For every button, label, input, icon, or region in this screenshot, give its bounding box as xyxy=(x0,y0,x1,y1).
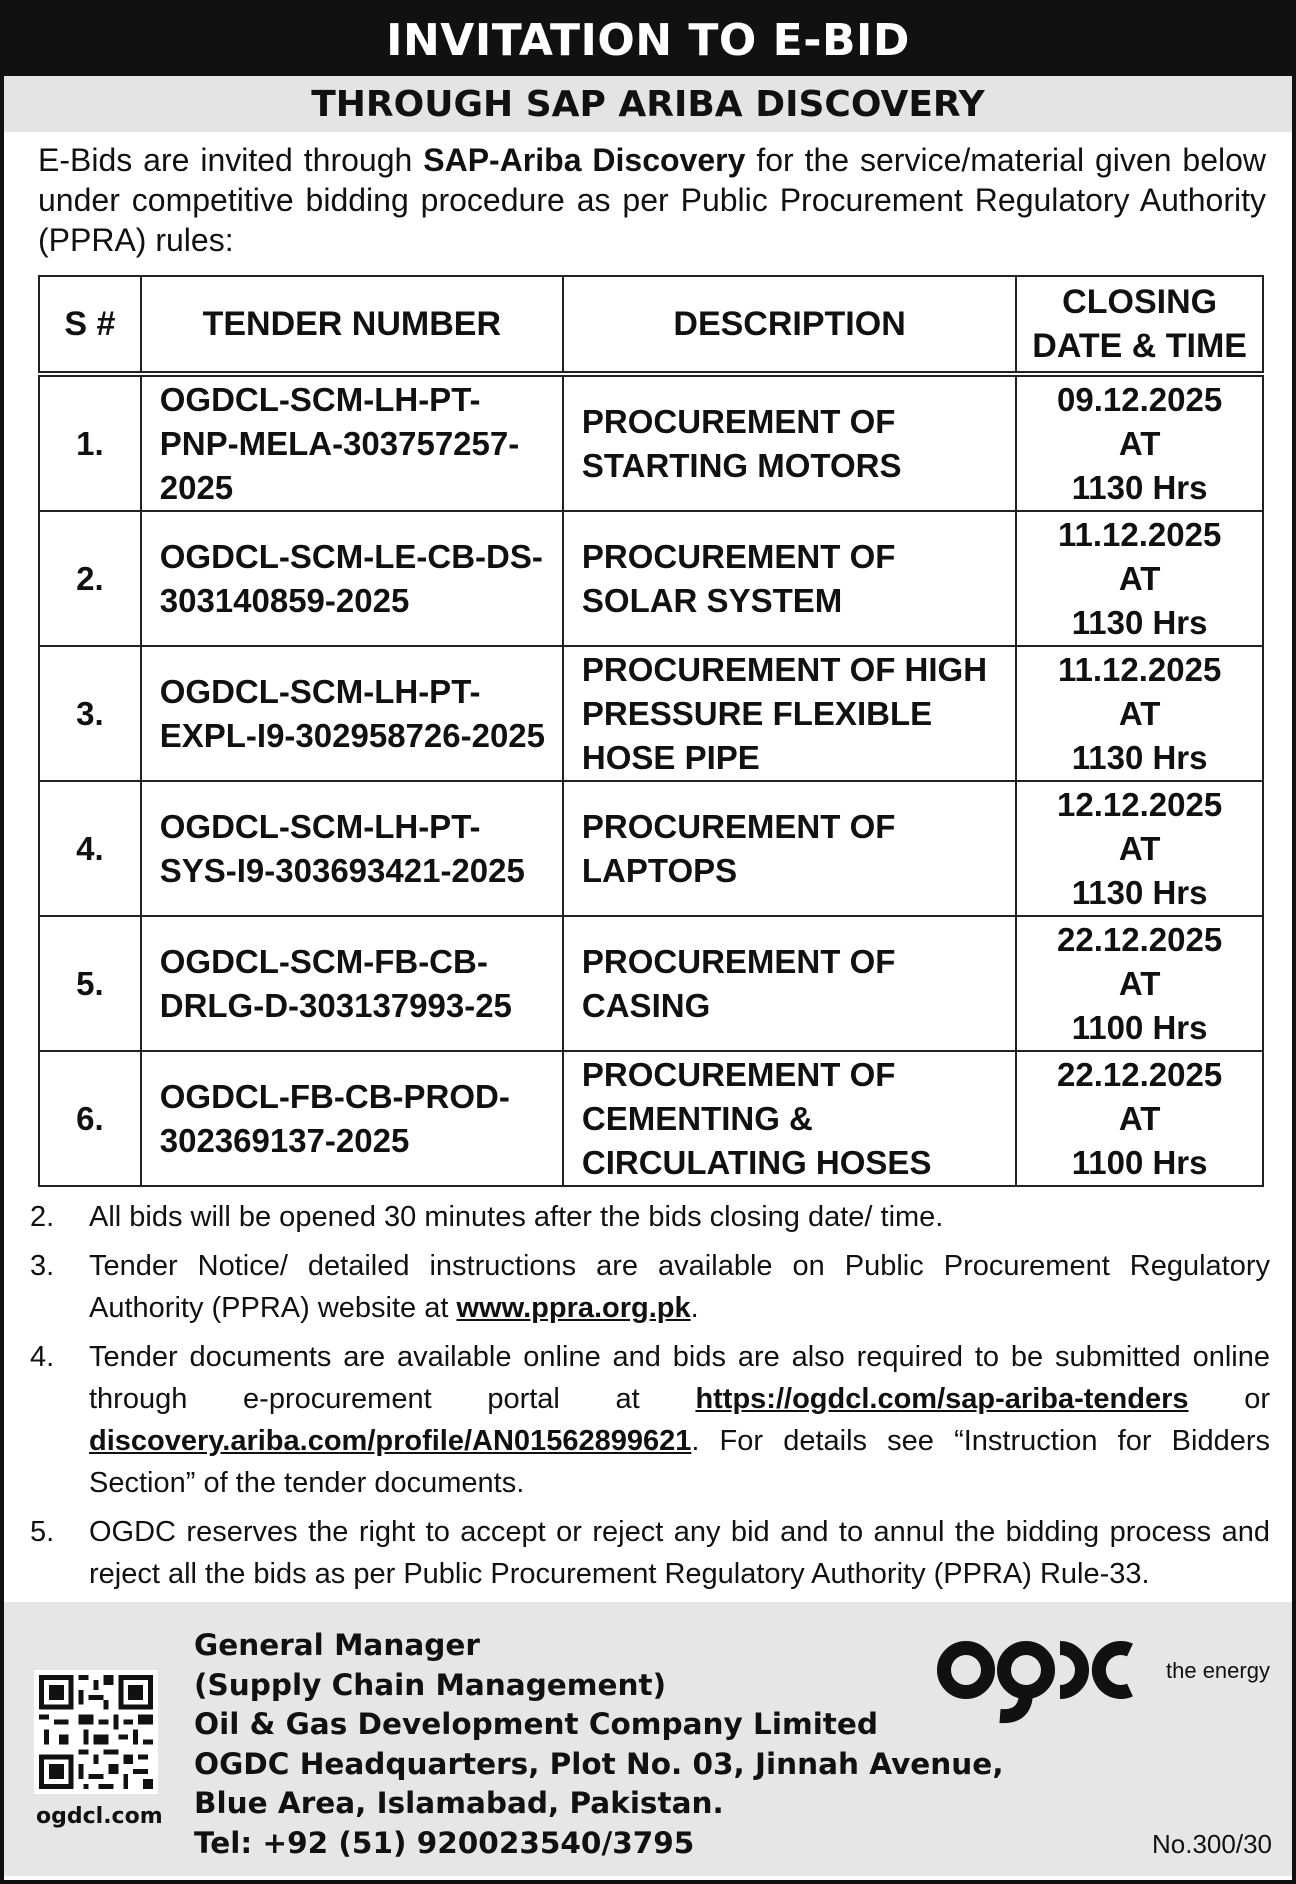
row-sno: 2. xyxy=(39,511,141,646)
table-row xyxy=(39,374,1263,511)
row-closing xyxy=(1016,374,1263,511)
closing-time: 1130 Hrs xyxy=(1071,603,1208,641)
closing-at: AT xyxy=(1118,829,1161,867)
note-number: 5. xyxy=(30,1516,55,1548)
row-sno: 4. xyxy=(39,781,141,916)
header-description: DESCRIPTION xyxy=(563,276,1016,374)
logo-tagline: the energy xyxy=(1166,1658,1270,1683)
row-tender-number: OGDCL-SCM-LE-CB-DS-303140859-2025 xyxy=(141,511,563,646)
row-description: PROCUREMENT OF SOLAR SYSTEM xyxy=(563,511,1016,646)
row-closing xyxy=(1016,916,1263,1051)
closing-date: 11.12.2025 xyxy=(1057,650,1222,688)
note-item xyxy=(30,1511,1270,1595)
closing-date: 12.12.2025 xyxy=(1057,785,1223,823)
ppra-website-link[interactable]: www.ppra.org.pk xyxy=(456,1292,691,1324)
ad-reference-number: No.300/30 xyxy=(1152,1829,1272,1859)
closing-at: AT xyxy=(1118,1099,1161,1137)
closing-time: 1100 Hrs xyxy=(1071,1008,1208,1046)
table-row xyxy=(39,1051,1263,1186)
closing-time: 1130 Hrs xyxy=(1071,738,1208,776)
note-text: All bids will be opened 30 minutes after the bids closing date/ time. xyxy=(89,1201,944,1233)
closing-at: AT xyxy=(1118,694,1161,732)
contact-line: Blue Area, Islamabad, Pakistan. xyxy=(194,1786,724,1820)
note-item xyxy=(30,1245,1270,1329)
intro-emphasis: SAP-Ariba Discovery xyxy=(423,142,746,178)
qr-caption: ogdcl.com xyxy=(36,1804,163,1829)
page-title: INVITATION TO E-BID xyxy=(4,4,1292,76)
row-closing xyxy=(1016,511,1263,646)
table-row xyxy=(39,781,1263,916)
row-sno: 6. xyxy=(39,1051,141,1186)
closing-date: 11.12.2025 xyxy=(1057,515,1222,553)
note-text-after: . xyxy=(690,1292,699,1324)
contact-line: General Manager xyxy=(194,1628,480,1662)
ogdc-logo xyxy=(934,1630,1274,1726)
row-closing xyxy=(1016,1051,1263,1186)
page-subtitle: THROUGH SAP ARIBA DISCOVERY xyxy=(4,76,1292,132)
header-tender-number: TENDER NUMBER xyxy=(141,276,563,374)
note-text-before: Tender documents are available online and bids are also required to be submitted online through e-procurement portal at xyxy=(89,1341,1270,1415)
tender-table xyxy=(38,275,1264,1187)
row-tender-number: OGDCL-SCM-FB-CB-DRLG-D-303137993-25 xyxy=(141,916,563,1051)
note-text-after: . For details see “Instruction for Bidders Section” of the tender documents. xyxy=(89,1425,1270,1499)
row-tender-number: OGDCL-SCM-LH-PT-SYS-I9-303693421-2025 xyxy=(141,781,563,916)
row-description: PROCUREMENT OF LAPTOPS xyxy=(563,781,1016,916)
row-sno: 3. xyxy=(39,646,141,781)
closing-at: AT xyxy=(1118,424,1161,462)
closing-time: 1130 Hrs xyxy=(1071,873,1208,911)
qr-code-icon[interactable] xyxy=(34,1670,158,1794)
note-item xyxy=(30,1336,1270,1504)
intro-text-before: E-Bids are invited through xyxy=(38,142,424,178)
closing-date: 22.12.2025 xyxy=(1057,1055,1223,1093)
row-description: PROCUREMENT OF STARTING MOTORS xyxy=(563,374,1016,511)
note-text-before: Tender Notice/ detailed instructions are available on Public Procurement Regulatory Authority (PPRA) website at xyxy=(89,1250,1270,1324)
row-description: PROCUREMENT OF HIGH PRESSURE FLEXIBLE HOSE PIPE xyxy=(563,646,1016,781)
header-closing-line2: DATE & TIME xyxy=(1032,327,1247,365)
closing-at: AT xyxy=(1118,964,1161,1002)
ogdcl-tenders-link[interactable]: https://ogdcl.com/sap-ariba-tenders xyxy=(695,1383,1189,1415)
table-row xyxy=(39,916,1263,1051)
note-number: 4. xyxy=(30,1341,55,1373)
row-closing xyxy=(1016,781,1263,916)
closing-time: 1130 Hrs xyxy=(1071,468,1208,506)
row-tender-number: OGDCL-SCM-LH-PT-EXPL-I9-302958726-2025 xyxy=(141,646,563,781)
contact-phone: Tel: +92 (51) 920023540/3795 xyxy=(194,1825,695,1860)
note-text-middle: or xyxy=(1188,1383,1270,1415)
footer xyxy=(4,1602,1292,1876)
row-description: PROCUREMENT OF CASING xyxy=(563,916,1016,1051)
row-closing xyxy=(1016,646,1263,781)
note-text: OGDC reserves the right to accept or reject any bid and to annul the bidding process and reject all the bids as per Public Procurement Regulatory Authority (PPRA) Rule-33. xyxy=(89,1516,1270,1590)
note-number: 2. xyxy=(30,1201,55,1233)
header-closing-line1: CLOSING xyxy=(1062,283,1218,321)
ariba-profile-link[interactable]: discovery.ariba.com/profile/AN01562899621 xyxy=(89,1425,692,1457)
contact-line: (Supply Chain Management) xyxy=(194,1667,667,1702)
note-text xyxy=(89,1336,1270,1504)
header-closing xyxy=(1016,276,1263,374)
row-sno: 5. xyxy=(39,916,141,1051)
row-sno: 1. xyxy=(39,374,141,511)
note-text xyxy=(89,1245,1270,1329)
row-description: PROCUREMENT OF CEMENTING & CIRCULATING HOSES xyxy=(563,1051,1016,1186)
note-item xyxy=(30,1196,1270,1238)
table-row xyxy=(39,646,1263,781)
closing-time: 1100 Hrs xyxy=(1071,1143,1208,1181)
closing-date: 22.12.2025 xyxy=(1057,920,1223,958)
intro-text-after: for the service/material given below under competitive bidding procedure as per Public Procurement Regulatory Authority (PPRA) rules: xyxy=(38,142,1267,258)
closing-at: AT xyxy=(1118,559,1161,597)
note-number: 3. xyxy=(30,1250,55,1282)
table-row xyxy=(39,511,1263,646)
contact-block xyxy=(194,1626,1004,1863)
contact-line: OGDC Headquarters, Plot No. 03, Jinnah Avenue, xyxy=(194,1746,1004,1781)
contact-line: Oil & Gas Development Company Limited xyxy=(194,1707,879,1741)
closing-date: 09.12.2025 xyxy=(1057,380,1223,418)
header-sno: S # xyxy=(39,276,141,374)
intro-paragraph xyxy=(38,140,1266,260)
row-tender-number: OGDCL-FB-CB-PROD-302369137-2025 xyxy=(141,1051,563,1186)
row-tender-number: OGDCL-SCM-LH-PT-PNP-MELA-303757257-2025 xyxy=(141,374,563,511)
notes-list xyxy=(30,1196,1270,1602)
tender-table-header xyxy=(39,276,1263,374)
